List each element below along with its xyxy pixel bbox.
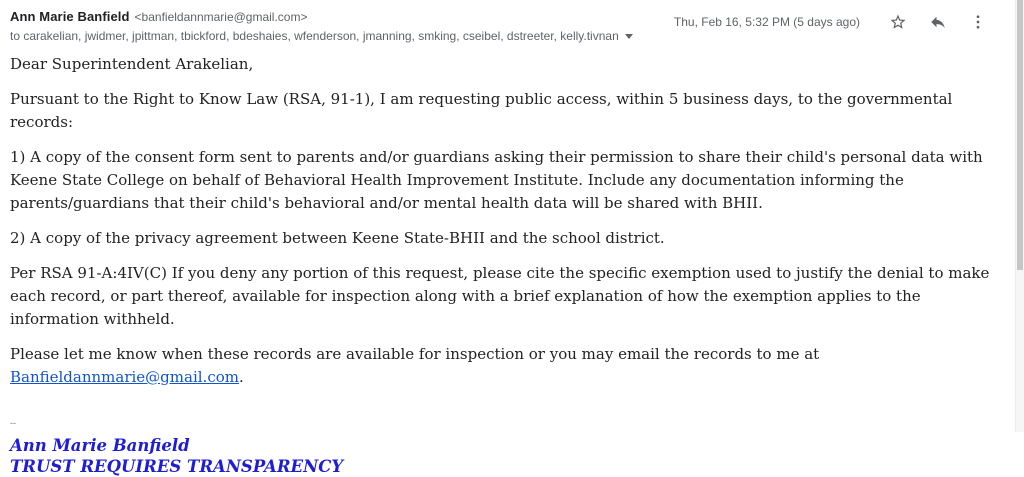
header-actions (674, 9, 988, 32)
paragraph-closing (10, 343, 998, 389)
scrollbar-track[interactable] (1015, 0, 1024, 432)
email-body (10, 53, 998, 477)
recipients-text: to carakelian, jwidmer, jpittman, tbickford, bdeshaies, wfenderson, jmanning, smking, cseibel, dstreeter, kelly.tivnan (10, 29, 619, 43)
sender-name: Ann Marie Banfield (10, 9, 130, 24)
signature-separator: -- (10, 418, 16, 428)
paragraph-request-intro: Pursuant to the Right to Know Law (RSA, 91-1), I am requesting public access, within 5 business days, to the governmental records: (10, 90, 953, 131)
closing-text: Please let me know when these records are available for inspection or you may email the records to me at (10, 345, 820, 363)
chevron-down-icon[interactable] (625, 34, 633, 39)
paragraph-item-1: 1) A copy of the consent form sent to parents and/or guardians asking their permission to share their child's personal data with Keene State College on behalf of Behavioral Health Improvement Institute. Include any documentation informing the parents/guardians that their child's behavioral and/or mental health data will be shared with BHII. (10, 148, 983, 212)
more-vert-icon (969, 13, 987, 31)
signature-name: Ann Marie Banfield (10, 436, 190, 455)
scrollbar-thumb[interactable] (1017, 0, 1023, 270)
reply-button[interactable] (928, 12, 948, 32)
timestamp: Thu, Feb 16, 5:32 PM (5 days ago) (673, 15, 860, 29)
signature-tagline: TRUST REQUIRES TRANSPARENCY (10, 457, 344, 476)
star-icon (889, 13, 907, 31)
reply-icon (929, 13, 947, 31)
recipients-summary[interactable] (10, 29, 633, 43)
more-options-button[interactable] (968, 12, 988, 32)
paragraph-item-2: 2) A copy of the privacy agreement between Keene State-BHII and the school district. (10, 229, 665, 247)
header-sender-block (10, 9, 633, 43)
sender-row (10, 9, 633, 24)
paragraph-exemption: Per RSA 91-A:4IV(C) If you deny any portion of this request, please cite the specific exemption used to justify the denial to make each record, or part thereof, available for inspection along with a brief explanation of how the exemption applies to the information withheld. (10, 264, 990, 328)
email-address-link[interactable]: Banfieldannmarie@gmail.com (10, 368, 239, 386)
closing-period: . (238, 368, 244, 386)
salutation: Dear Superintendent Arakelian, (10, 55, 254, 73)
sender-email: <banfieldannmarie@gmail.com> (134, 10, 308, 24)
email-header (10, 9, 988, 43)
star-button[interactable] (888, 12, 908, 32)
